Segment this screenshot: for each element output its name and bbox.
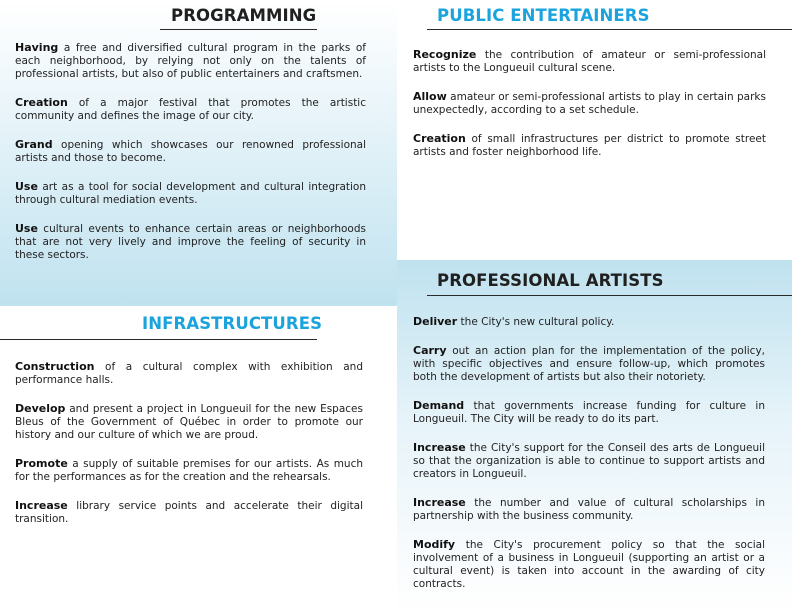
infrastructures-item-3: Promote a supply of suitable premises for our artists. As much for the performances as for the creation and the rehearsals. [15, 457, 363, 484]
programming-item-2: Creation of a major festival that promotes the artistic community and defines the image of our city. [15, 96, 366, 123]
professional-artists-item-5: Increase the number and value of cultural scholarships in partnership with the business community. [413, 495, 765, 523]
professional-artists-title-underline [427, 295, 792, 296]
professional-artists-item-2: Carry out an action plan for the implementation of the policy, with specific objectives and ensure follow-up, which promotes both the development of artists but also their notoriety. [413, 343, 765, 384]
infrastructures-section [0, 306, 397, 612]
infrastructures-item-2: Develop and present a project in Longueuil for the new Espaces Bleus of the Government of Québec in order to promote our history and our culture of which we are proud. [15, 401, 363, 442]
public-entertainers-list [413, 48, 766, 174]
professional-artists-section [397, 260, 792, 612]
public-entertainers-item-3: Creation of small infrastructures per district to promote street artists and foster neighborhood life. [413, 131, 766, 159]
infrastructures-title-underline [0, 339, 317, 340]
programming-title-underline [160, 29, 317, 30]
programming-item-1: Having a free and diversified cultural program in the parks of each neighborhood, by relying not only on the talents of professional artists, but also of public entertainers and craftsmen. [15, 41, 366, 81]
public-entertainers-item-1: Recognize the contribution of amateur or semi-professional artists to the Longueuil cultural scene. [413, 48, 766, 75]
programming-item-5: Use cultural events to enhance certain areas or neighborhoods that are not very lively and improve the feeling of security in these sectors. [15, 221, 366, 262]
professional-artists-item-1: Deliver the City's new cultural policy. [413, 315, 615, 328]
infrastructures-item-1: Construction of a cultural complex with exhibition and performance halls. [15, 360, 363, 387]
programming-title: PROGRAMMING [171, 6, 317, 25]
infrastructures-list [15, 360, 363, 541]
professional-artists-item-4: Increase the City's support for the Conseil des arts de Longueuil so that the organization is able to continue to support artists and creators in Longueuil. [413, 440, 765, 481]
professional-artists-item-3: Demand that governments increase funding for culture in Longueuil. The City will be ready to do its part. [413, 398, 765, 426]
public-entertainers-title: PUBLIC ENTERTAINERS [437, 6, 650, 25]
programming-list [15, 41, 366, 277]
professional-artists-item-6: Modify the City's procurement policy so that the social involvement of a business in Longueuil (supporting an artist or a cultural event) is taken into account in the awarding of city contracts. [413, 537, 765, 591]
programming-section [0, 0, 397, 306]
infrastructures-item-4: Increase library service points and accelerate their digital transition. [15, 498, 363, 526]
programming-item-4: Use art as a tool for social development and cultural integration through cultural mediation events. [15, 179, 366, 207]
public-entertainers-item-2: Allow amateur or semi-professional artists to play in certain parks unexpectedly, according to a set schedule. [413, 89, 766, 117]
public-entertainers-title-underline [427, 29, 792, 30]
infrastructures-title: INFRASTRUCTURES [142, 314, 323, 333]
programming-item-3: Grand opening which showcases our renowned professional artists and those to become. [15, 138, 366, 165]
public-entertainers-section [397, 0, 792, 260]
professional-artists-title: PROFESSIONAL ARTISTS [437, 271, 664, 290]
professional-artists-list [413, 315, 765, 606]
